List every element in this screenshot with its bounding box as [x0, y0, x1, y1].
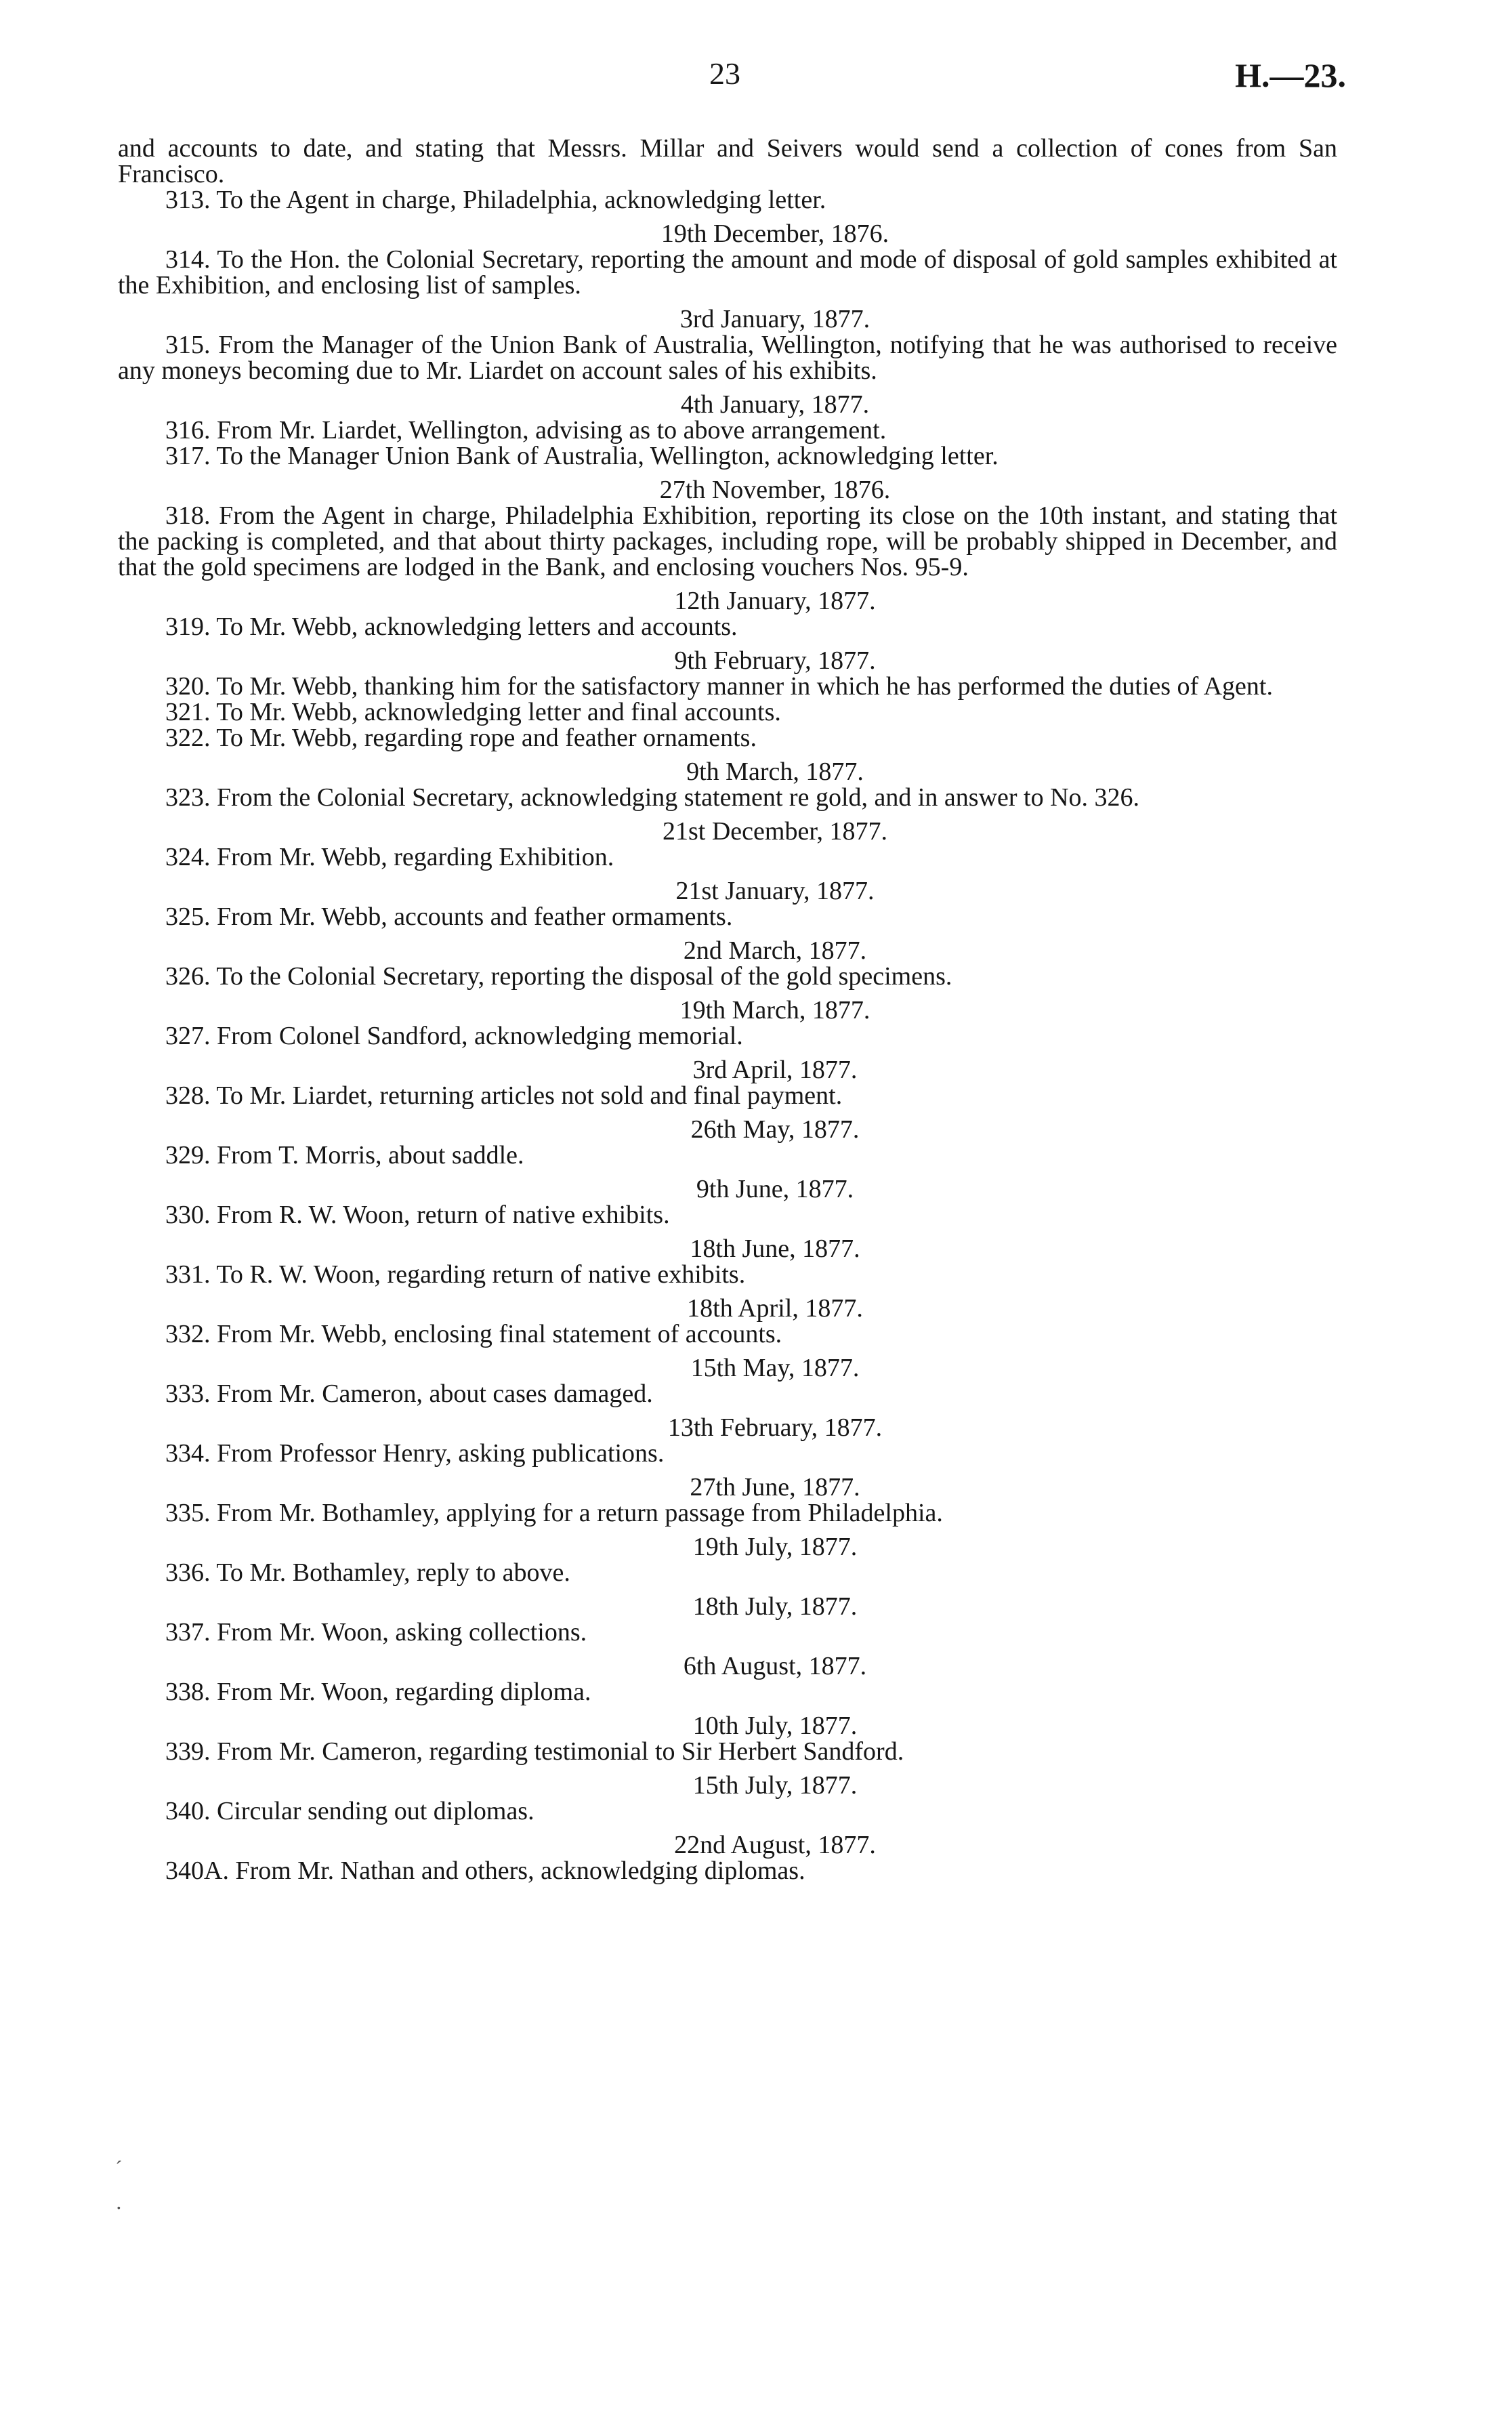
entry-date: 3rd January, 1877.	[679, 305, 870, 333]
correspondence-entry: 332. From Mr. Webb, enclosing final statement of accounts.	[165, 1320, 782, 1348]
entry-date: 6th August, 1877.	[683, 1652, 867, 1680]
entry-date: 18th July, 1877.	[692, 1592, 858, 1621]
entry-date: 19th July, 1877.	[692, 1533, 858, 1561]
entry-date: 18th April, 1877.	[687, 1294, 863, 1323]
correspondence-entry: 333. From Mr. Cameron, about cases damaged.	[165, 1380, 653, 1408]
correspondence-entry: 315. From the Manager of the Union Bank of Australia, Wellington, notifying that he was authorised to receive any moneys becoming due to Mr. Liardet on account sales of his exhibits.	[118, 331, 1337, 385]
page-number: 23	[709, 56, 740, 91]
correspondence-entry: 335. From Mr. Bothamley, applying for a return passage from Philadelphia.	[165, 1499, 943, 1527]
correspondence-entry: 334. From Professor Henry, asking publications.	[165, 1439, 665, 1468]
correspondence-entry: 339. From Mr. Cameron, regarding testimonial to Sir Herbert Sandford.	[165, 1737, 904, 1766]
entry-date: 19th December, 1876.	[660, 220, 889, 248]
correspondence-entry: 329. From T. Morris, about saddle.	[165, 1141, 524, 1169]
correspondence-list	[118, 136, 1337, 1884]
correspondence-entry: 324. From Mr. Webb, regarding Exhibition.	[165, 843, 614, 871]
correspondence-entry: 340. Circular sending out diplomas.	[165, 1797, 534, 1825]
correspondence-entry: 322. To Mr. Webb, regarding rope and feather ornaments.	[165, 724, 757, 752]
correspondence-entry: 338. From Mr. Woon, regarding diploma.	[165, 1678, 591, 1706]
document-reference: H.—23.	[1235, 56, 1346, 94]
entry-date: 15th May, 1877.	[690, 1354, 860, 1382]
entry-date: 21st December, 1877.	[663, 817, 887, 846]
correspondence-entry: 326. To the Colonial Secretary, reporting the disposal of the gold specimens.	[165, 962, 952, 991]
entry-date: 18th June, 1877.	[690, 1235, 860, 1263]
correspondence-entry: 319. To Mr. Webb, acknowledging letters and accounts.	[165, 613, 738, 641]
correspondence-entry: 320. To Mr. Webb, thanking him for the satisfactory manner in which he has performed the duties of Agent.	[165, 672, 1273, 701]
entry-date: 15th July, 1877.	[692, 1771, 858, 1800]
correspondence-entry: 330. From R. W. Woon, return of native exhibits.	[165, 1201, 670, 1229]
entry-date: 26th May, 1877.	[690, 1115, 860, 1144]
correspondence-entry: 318. From the Agent in charge, Philadelphia Exhibition, reporting its close on the 10th instant, and stating that the packing is completed, and that about thirty packages, including rope, will be probably shipped in December, and that the gold specimens are lodged in the Bank, and enclosing vouchers Nos. 95-9.	[118, 501, 1337, 581]
correspondence-entry: 321. To Mr. Webb, acknowledging letter and final accounts.	[165, 698, 781, 726]
entry-date: 2nd March, 1877.	[683, 936, 867, 965]
entry-date: 12th January, 1877.	[674, 587, 876, 615]
correspondence-entry: 337. From Mr. Woon, asking collections.	[165, 1618, 587, 1646]
entry-date: 19th March, 1877.	[679, 996, 870, 1024]
correspondence-entry: 331. To R. W. Woon, regarding return of native exhibits.	[165, 1260, 746, 1289]
correspondence-entry: 323. From the Colonial Secretary, acknowledging statement re gold, and in answer to No. 326.	[165, 783, 1140, 812]
correspondence-entry: 317. To the Manager Union Bank of Australia, Wellington, acknowledging letter.	[165, 442, 999, 470]
entry-date: 9th February, 1877.	[674, 646, 876, 675]
entry-date: 21st January, 1877.	[675, 877, 875, 905]
entry-date: 10th July, 1877.	[692, 1712, 858, 1740]
correspondence-entry: 313. To the Agent in charge, Philadelphia, acknowledging letter.	[165, 186, 826, 214]
intro-paragraph: and accounts to date, and stating that Messrs. Millar and Seivers would send a collection of cones from San Francisco.	[118, 134, 1337, 188]
entry-date: 22nd August, 1877.	[674, 1831, 876, 1859]
entry-date: 9th March, 1877.	[686, 758, 864, 786]
correspondence-entry: 336. To Mr. Bothamley, reply to above.	[165, 1558, 570, 1587]
entry-date: 13th February, 1877.	[667, 1413, 883, 1442]
stray-mark: ´	[115, 2156, 123, 2180]
entry-date: 27th November, 1876.	[659, 476, 891, 504]
correspondence-entry: 316. From Mr. Liardet, Wellington, advising as to above arrangement.	[165, 416, 887, 444]
correspondence-entry: 328. To Mr. Liardet, returning articles not sold and final payment.	[165, 1081, 843, 1110]
correspondence-entry: 325. From Mr. Webb, accounts and feather ormaments.	[165, 903, 733, 931]
correspondence-entry: 340A. From Mr. Nathan and others, acknowledging diplomas.	[165, 1857, 805, 1885]
entry-date: 4th January, 1877.	[680, 390, 870, 419]
correspondence-entry: 314. To the Hon. the Colonial Secretary, reporting the amount and mode of disposal of gold samples exhibited at the Exhibition, and enclosing list of samples.	[118, 245, 1337, 299]
correspondence-entry: 327. From Colonel Sandford, acknowledging memorial.	[165, 1022, 743, 1050]
entry-date: 3rd April, 1877.	[692, 1056, 858, 1084]
entry-date: 27th June, 1877.	[690, 1473, 860, 1501]
stray-mark: ·	[115, 2195, 123, 2220]
entry-date: 9th June, 1877.	[696, 1175, 854, 1203]
